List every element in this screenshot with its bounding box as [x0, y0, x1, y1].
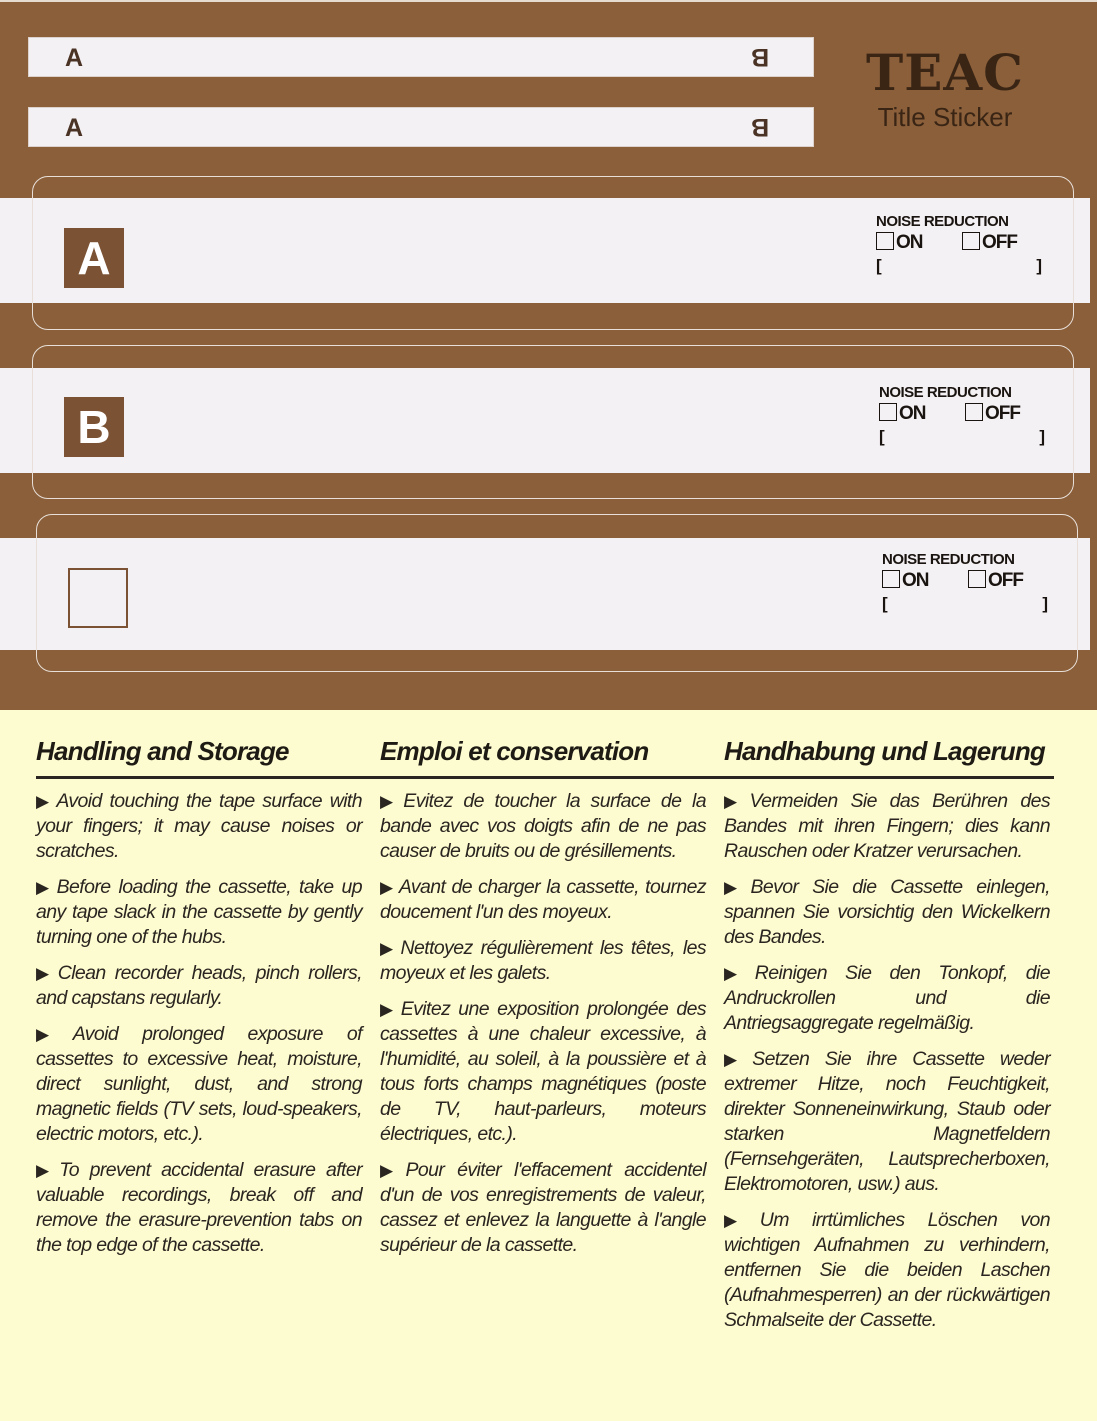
- german-item: ▶ Um irrtümliches Löschen von wichtigen Aufnahmen zu verhindern, entfernen Sie die beiden Laschen (Aufnahmesperren) an der rückwärtigen Schmalseite der Cassette.: [724, 1209, 1050, 1331]
- english-item: ▶ Avoid prolonged exposure of cassettes to excessive heat, moisture, direct sunlight, dust, and strong magnetic fields (TV sets, loud-speakers, electric motors, etc.).: [36, 1023, 362, 1145]
- german-column: [724, 736, 1050, 1344]
- nr-off-option[interactable]: [965, 403, 1020, 425]
- bracket-open: [: [879, 427, 885, 446]
- french-item: ▶ Pour éviter l'effacement accidentel d'un de vos enregistrements de valeur, cassez et enlevez la languette à l'angle supérieur de la cassette.: [380, 1159, 706, 1256]
- sticker-sheet: [0, 0, 1097, 710]
- spine-letter-a: A: [65, 44, 84, 72]
- bullet-arrow-icon: ▶: [724, 964, 750, 983]
- bracket-open: [: [876, 256, 882, 275]
- bullet-arrow-icon: ▶: [724, 792, 745, 811]
- english-column: [36, 736, 362, 1269]
- german-item: ▶ Bevor Sie die Cassette einlegen, spannen Sie vorsichtig den Wickelkern des Bandes.: [724, 876, 1050, 948]
- bullet-arrow-icon: ▶: [380, 878, 394, 897]
- bracket-open: [: [882, 594, 888, 613]
- bullet-arrow-icon: ▶: [36, 964, 53, 983]
- bullet-arrow-icon: ▶: [36, 1161, 55, 1180]
- bullet-arrow-icon: ▶: [36, 878, 52, 897]
- bullet-arrow-icon: ▶: [380, 1161, 401, 1180]
- french-column: [380, 736, 706, 1269]
- brand-block: [835, 43, 1055, 133]
- nr-on-option[interactable]: [876, 232, 923, 254]
- german-item: ▶ Setzen Sie ihre Cassette weder extremer Hitze, noch Feuchtigkeit, direkter Sonneneinwirkung, Staub oder starken Magnetfeldern (Fernsehgeräten, Lautsprecherboxen, Elektromotoren, usw.) aus.: [724, 1048, 1050, 1195]
- noise-reduction-block: [882, 551, 1048, 614]
- noise-reduction-title: NOISE REDUCTION: [882, 551, 1015, 568]
- french-item: ▶ Evitez une exposition prolongée des cassettes à une chaleur excessive, à l'humidité, au soleil, à la poussière et à tous forts champs magnétiques (poste de TV, haut-parleurs, moteurs électriques, etc.).: [380, 998, 706, 1145]
- bullet-arrow-icon: ▶: [36, 792, 52, 811]
- nr-type-field[interactable]: [876, 256, 1042, 276]
- bracket-close: ]: [1042, 594, 1048, 613]
- english-item: ▶ Before loading the cassette, take up any tape slack in the cassette by gently turning one of the hubs.: [36, 876, 362, 948]
- noise-reduction-options: [876, 232, 1042, 256]
- english-item: ▶ To prevent accidental erasure after valuable recordings, break off and remove the erasure-prevention tabs on the top edge of the cassette.: [36, 1159, 363, 1256]
- nr-on-label: ON: [902, 570, 929, 591]
- nr-on-label: ON: [899, 403, 926, 424]
- spine-sticker-2[interactable]: [28, 107, 814, 147]
- brand-subtitle: Title Sticker: [877, 102, 1013, 132]
- german-heading: Handhabung und Lagerung: [724, 736, 1046, 766]
- english-heading: Handling and Storage: [36, 736, 289, 766]
- spine-letter-b: B: [750, 43, 769, 71]
- instructions-panel: [0, 712, 1097, 1421]
- nr-off-checkbox[interactable]: [968, 570, 986, 588]
- french-heading: Emploi et conservation: [380, 736, 649, 766]
- nr-type-field[interactable]: [882, 594, 1048, 614]
- top-border: [0, 0, 1097, 2]
- french-item: ▶ Avant de charger la cassette, tournez doucement l'un des moyeux.: [380, 876, 706, 923]
- noise-reduction-block: [876, 213, 1042, 276]
- nr-on-label: ON: [896, 232, 923, 253]
- side-b-marker: B: [64, 397, 124, 457]
- bullet-arrow-icon: ▶: [36, 1025, 68, 1044]
- brand-logo: TEAC: [866, 43, 1024, 102]
- nr-on-checkbox[interactable]: [876, 232, 894, 250]
- spine-letter-b: B: [750, 113, 769, 141]
- bullet-arrow-icon: ▶: [380, 1000, 396, 1019]
- bullet-arrow-icon: ▶: [724, 1050, 748, 1069]
- noise-reduction-title: NOISE REDUCTION: [879, 384, 1012, 401]
- bracket-close: ]: [1036, 256, 1042, 275]
- noise-reduction-block: [879, 384, 1045, 447]
- nr-off-option[interactable]: [968, 570, 1023, 592]
- german-item: ▶ Reinigen Sie den Tonkopf, die Andruckrollen und die Antriegsaggregate regelmäßig.: [724, 962, 1050, 1034]
- nr-off-label: OFF: [985, 403, 1020, 424]
- noise-reduction-title: NOISE REDUCTION: [876, 213, 1009, 230]
- nr-type-field[interactable]: [879, 427, 1045, 447]
- side-a-marker: A: [64, 228, 124, 288]
- bullet-arrow-icon: ▶: [380, 939, 396, 958]
- nr-off-option[interactable]: [962, 232, 1017, 254]
- bullet-arrow-icon: ▶: [724, 1211, 755, 1230]
- german-item: ▶ Vermeiden Sie das Berühren des Bandes mit ihren Fingern; dies kann Rauschen oder Kratzer verursachen.: [724, 790, 1051, 862]
- nr-off-checkbox[interactable]: [965, 403, 983, 421]
- noise-reduction-options: [882, 570, 1048, 594]
- noise-reduction-options: [879, 403, 1045, 427]
- nr-on-checkbox[interactable]: [879, 403, 897, 421]
- spine-letter-a: A: [65, 114, 84, 142]
- nr-on-option[interactable]: [882, 570, 929, 592]
- english-item: ▶ Avoid touching the tape surface with your fingers; it may cause noises or scratches.: [36, 790, 362, 862]
- spine-sticker-1[interactable]: [28, 37, 814, 77]
- blank-side-marker[interactable]: [68, 568, 128, 628]
- french-item: ▶ Evitez de toucher la surface de la bande avec vos doigts afin de ne pas causer de bruits ou de grésillements.: [380, 790, 706, 862]
- nr-off-label: OFF: [982, 232, 1017, 253]
- bullet-arrow-icon: ▶: [380, 792, 399, 811]
- nr-on-option[interactable]: [879, 403, 926, 425]
- nr-off-checkbox[interactable]: [962, 232, 980, 250]
- french-item: ▶ Nettoyez régulièrement les têtes, les moyeux et les galets.: [380, 937, 706, 984]
- nr-off-label: OFF: [988, 570, 1023, 591]
- bullet-arrow-icon: ▶: [724, 878, 746, 897]
- bracket-close: ]: [1039, 427, 1045, 446]
- nr-on-checkbox[interactable]: [882, 570, 900, 588]
- english-item: ▶ Clean recorder heads, pinch rollers, and capstans regularly.: [36, 962, 362, 1009]
